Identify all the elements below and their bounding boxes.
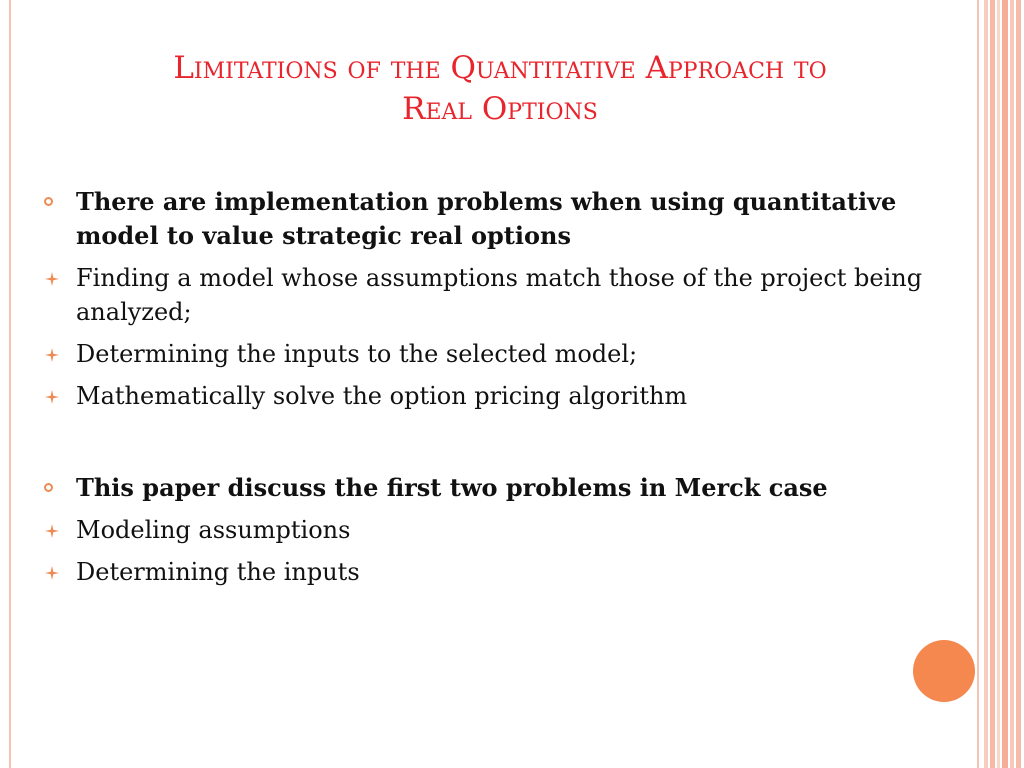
list-item-text: Finding a model whose assumptions match those of the project being analyzed; <box>76 264 923 326</box>
section-heading-text: This paper discuss the first two problems in Merck case <box>76 473 828 502</box>
section-heading-text: There are implementation problems when using quantitative model to value strategic real options <box>76 187 897 250</box>
slide-title-line-2: Real Options <box>402 91 598 127</box>
slide-title-line-1: Limitations of the Quantitative Approach to <box>173 50 827 86</box>
list-item-text: Mathematically solve the option pricing algorithm <box>76 382 688 410</box>
diamond-bullet-icon <box>45 272 59 286</box>
decorative-stripes <box>984 0 1024 768</box>
list-item-text: Modeling assumptions <box>76 516 351 544</box>
list-item <box>44 337 924 371</box>
slide-body <box>44 185 924 589</box>
circle-bullet-icon <box>44 197 53 206</box>
list-item <box>44 555 924 589</box>
list-item-text: Determining the inputs <box>76 558 360 586</box>
list-item <box>44 513 924 547</box>
orange-circle-icon <box>913 640 975 702</box>
section-heading <box>44 471 924 505</box>
diamond-bullet-icon <box>45 390 59 404</box>
list-item-text: Determining the inputs to the selected model; <box>76 340 638 368</box>
diamond-bullet-icon <box>45 524 59 538</box>
list-item <box>44 261 924 329</box>
diamond-bullet-icon <box>45 348 59 362</box>
section-heading <box>44 185 924 253</box>
diamond-bullet-icon <box>45 566 59 580</box>
list-item <box>44 379 924 413</box>
circle-bullet-icon <box>44 483 53 492</box>
slide-title <box>60 48 940 130</box>
